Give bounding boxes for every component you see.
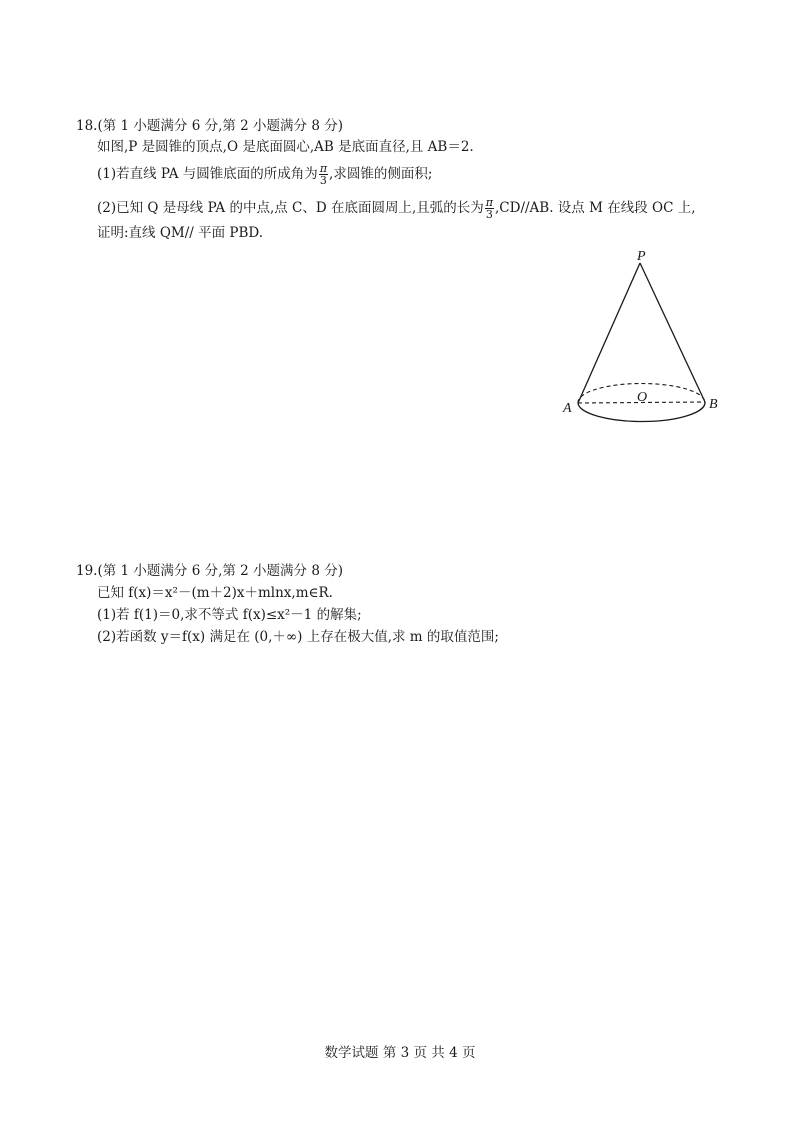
q18-part2-fraction <box>485 197 494 220</box>
q18-part2 <box>97 197 696 220</box>
q18-stem: 如图,P 是圆锥的顶点,O 是底面圆心,AB 是底面直径,且 AB＝2. <box>97 139 474 155</box>
q19-stem: 已知 f(x)＝x²－(m＋2)x＋mlnx,m∈R. <box>97 585 333 601</box>
q18-part2-continued: 证明:直线 QM// 平面 PBD. <box>97 225 264 241</box>
q18-part1 <box>97 163 432 186</box>
q18-part2-frac-num: π <box>485 196 494 209</box>
q18-part2-text-a: (2)已知 Q 是母线 PA 的中点,点 C、D 在底面圆周上,且弧的长为 <box>97 200 484 216</box>
q18-part2-frac-den: 3 <box>485 208 493 221</box>
page-footer: 数学试题 第 3 页 共 4 页 <box>324 1045 476 1061</box>
q18-part1-text-b: ,求圆锥的侧面积; <box>329 166 433 182</box>
q18-header: 18.(第 1 小题满分 6 分,第 2 小题满分 8 分) <box>76 118 343 134</box>
q18-part1-fraction <box>319 163 328 186</box>
cone-figure <box>560 245 730 430</box>
q18-part2-text-b: ,CD//AB. 设点 M 在线段 OC 上, <box>495 200 696 216</box>
label-b: B <box>709 397 718 412</box>
cone-slant-right <box>640 263 705 402</box>
q19-header: 19.(第 1 小题满分 6 分,第 2 小题满分 8 分) <box>76 563 343 579</box>
q18-part1-text-a: (1)若直线 PA 与圆锥底面的所成角为 <box>97 166 318 182</box>
label-o: O <box>637 390 648 405</box>
q18-part1-frac-den: 3 <box>319 174 327 187</box>
q19-part2: (2)若函数 y＝f(x) 满足在 (0,＋∞) 上存在极大值,求 m 的取值范围; <box>97 629 499 645</box>
q18-part1-frac-num: π <box>319 162 328 175</box>
cone-slant-left <box>578 263 640 403</box>
label-p: P <box>637 249 646 264</box>
label-a: A <box>563 401 572 416</box>
q19-part1: (1)若 f(1)＝0,求不等式 f(x)≤x²－1 的解集; <box>97 607 362 623</box>
